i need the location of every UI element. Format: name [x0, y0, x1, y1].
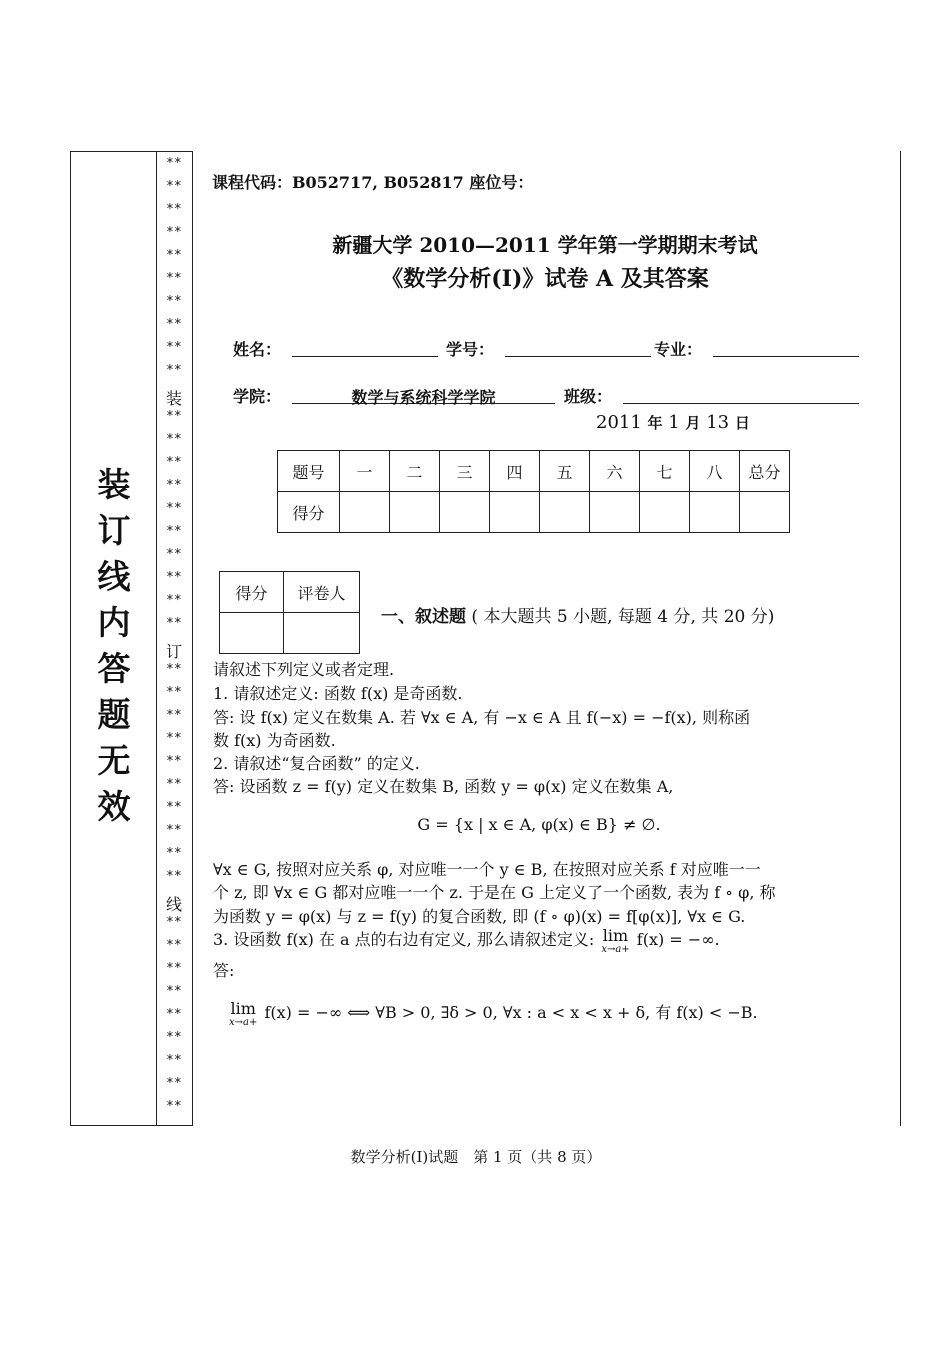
margin-star: **: [166, 685, 182, 700]
score-header-cell: 八: [690, 451, 740, 492]
margin-star: **: [166, 294, 182, 309]
margin-star: **: [166, 938, 182, 953]
margin-star: **: [166, 869, 182, 884]
margin-star: **: [166, 1099, 182, 1114]
answer-2-line-4: 为函数 y = φ(x) 与 z = f(y) 的复合函数, 即 (f ∘ φ)(x) = f[φ(x)], ∀x ∈ G.: [213, 907, 746, 926]
margin-star: **: [166, 754, 182, 769]
class-field[interactable]: [623, 385, 859, 404]
college-label: 学院：: [233, 387, 282, 406]
margin-star: **: [166, 478, 182, 493]
margin-star: **: [166, 432, 182, 447]
date-day-unit: 日: [734, 414, 750, 432]
exam-subtitle: 《数学分析(I)》试卷 A 及其答案: [381, 266, 709, 292]
section-note: ( 本大题共 5 小题, 每题 4 分, 共 20 分): [471, 607, 775, 627]
score-cell[interactable]: [690, 492, 740, 533]
major-field[interactable]: [713, 338, 859, 357]
limit-subscript: x→a+: [601, 944, 630, 955]
intro-text: 请叙述下列定义或者定理.: [213, 660, 395, 679]
margin-star: **: [166, 156, 182, 171]
warning-char: 装: [97, 465, 131, 504]
score-header-cell: 题号: [278, 451, 340, 492]
margin-star: **: [166, 616, 182, 631]
question-1: 1. 请叙述定义: 函数 f(x) 是奇函数.: [213, 684, 463, 703]
margin-star: **: [166, 340, 182, 355]
margin-star: **: [166, 1076, 182, 1091]
score-header-cell: 六: [590, 451, 640, 492]
margin-star: **: [166, 179, 182, 194]
margin-star: **: [166, 708, 182, 723]
answer-1-line-1: 答: 设 f(x) 定义在数集 A. 若 ∀x ∈ A, 有 −x ∈ A 且 f(−x) = −f(x), 则称函: [213, 708, 751, 727]
student-id-label: 学号：: [446, 340, 495, 359]
score-cell[interactable]: [540, 492, 590, 533]
limit-symbol: lim: [602, 926, 629, 945]
score-header-cell: 三: [440, 451, 490, 492]
warning-char: 无: [97, 741, 131, 780]
margin-marker-char: 装: [166, 389, 183, 408]
score-row-label: 得分: [278, 492, 340, 533]
date-month: 1: [668, 412, 680, 433]
date-month-unit: 月: [685, 414, 701, 432]
warning-char: 题: [97, 695, 131, 734]
grader-name-label: 评卷人: [284, 572, 360, 613]
college-field[interactable]: 数学与系统科学学院: [292, 385, 555, 404]
answer-2-line-1: 答: 设函数 z = f(y) 定义在数集 B, 函数 y = φ(x) 定义在数集 A,: [213, 777, 674, 796]
answer-3-equation: [229, 1000, 758, 1028]
score-cell[interactable]: [440, 492, 490, 533]
margin-star: **: [166, 409, 182, 424]
major-label: 专业：: [654, 340, 703, 359]
score-header-cell: 一: [340, 451, 390, 492]
margin-star: **: [166, 455, 182, 470]
answer-2-line-3: 个 z, 即 ∀x ∈ G 都对应唯一一个 z. 于是在 G 上定义了一个函数, 表为 f ∘ φ, 称: [213, 883, 776, 902]
limit-operator: [601, 927, 629, 955]
grader-table: [219, 571, 360, 654]
date-year-unit: 年: [647, 414, 663, 432]
section-heading: 一、叙述题: [381, 607, 466, 627]
limit-symbol: lim: [230, 999, 256, 1018]
margin-marker-char: 订: [166, 642, 183, 661]
margin-divider: [156, 151, 157, 1126]
student-id-field[interactable]: [505, 338, 651, 357]
score-cell[interactable]: [740, 492, 790, 533]
margin-star: **: [166, 1053, 182, 1068]
answer-2-line-2: ∀x ∈ G, 按照对应关系 φ, 对应唯一一个 y ∈ B, 在按照对应关系 f 对应唯一一: [213, 860, 761, 879]
margin-star: **: [166, 248, 182, 263]
grader-score-cell[interactable]: [220, 613, 284, 654]
answer-1-line-2: 数 f(x) 为奇函数.: [213, 731, 336, 750]
score-cell[interactable]: [590, 492, 640, 533]
margin-star: **: [166, 662, 182, 677]
margin-star: **: [166, 984, 182, 999]
grader-name-cell[interactable]: [284, 613, 360, 654]
score-cell[interactable]: [390, 492, 440, 533]
margin-star: **: [166, 961, 182, 976]
score-header-cell: 七: [640, 451, 690, 492]
margin-star: **: [166, 317, 182, 332]
score-cell[interactable]: [340, 492, 390, 533]
right-rule: [900, 151, 901, 1126]
date-year: 2011: [596, 412, 642, 433]
warning-char: 答: [97, 649, 131, 688]
score-header-cell: 四: [490, 451, 540, 492]
margin-star: **: [166, 823, 182, 838]
score-table-header-row: [278, 451, 790, 492]
margin-star: **: [166, 777, 182, 792]
warning-char: 效: [97, 787, 131, 826]
margin-star: **: [166, 1007, 182, 1022]
question-3-text: 3. 设函数 f(x) 在 a 点的右边有定义, 那么请叙述定义:: [213, 930, 595, 949]
warning-char: 线: [97, 557, 131, 596]
section-title: [381, 602, 774, 627]
warning-char: 订: [97, 511, 131, 550]
score-cell[interactable]: [490, 492, 540, 533]
warning-char: 内: [97, 603, 131, 642]
margin-star: **: [166, 363, 182, 378]
margin-marker-char: 线: [166, 895, 183, 914]
answer-3-definition: f(x) = −∞ ⟺ ∀B > 0, ∃δ > 0, ∀x : a < x < x + δ, 有 f(x) < −B.: [264, 1003, 758, 1022]
date-day: 13: [706, 412, 730, 433]
margin-star: **: [166, 225, 182, 240]
score-header-cell: 二: [390, 451, 440, 492]
name-field[interactable]: [292, 338, 438, 357]
question-3: [213, 927, 720, 955]
score-table-score-row: [278, 492, 790, 533]
grader-score-label: 得分: [220, 572, 284, 613]
margin-star: **: [166, 846, 182, 861]
answer-3-label: 答:: [213, 961, 235, 980]
score-table: [277, 450, 790, 533]
binding-warning: [92, 462, 136, 830]
margin-star: **: [166, 915, 182, 930]
class-label: 班级：: [564, 387, 613, 406]
margin-star: **: [166, 501, 182, 516]
score-header-cell: 总分: [740, 451, 790, 492]
question-2: 2. 请叙述“复合函数” 的定义.: [213, 754, 420, 773]
margin-star: **: [166, 731, 182, 746]
answer-2-equation: G = {x | x ∈ A, φ(x) ∈ B} ≠ ∅.: [417, 815, 661, 834]
limit-operator: [229, 1000, 257, 1028]
exam-date: [596, 412, 750, 433]
margin-star: **: [166, 524, 182, 539]
margin-star: **: [166, 570, 182, 585]
margin-star: **: [166, 202, 182, 217]
course-code: 课程代码：B052717, B052817 座位号：: [212, 173, 534, 192]
margin-star: **: [166, 593, 182, 608]
score-cell[interactable]: [640, 492, 690, 533]
page-footer: 数学分析(I)试题 第 1 页（共 8 页）: [350, 1148, 602, 1166]
margin-star: **: [166, 271, 182, 286]
question-3-limit-value: f(x) = −∞.: [636, 930, 720, 949]
margin-star: **: [166, 547, 182, 562]
score-header-cell: 五: [540, 451, 590, 492]
margin-star: **: [166, 800, 182, 815]
margin-star: **: [166, 1030, 182, 1045]
exam-title: 新疆大学 2010—2011 学年第一学期期末考试: [332, 233, 758, 257]
name-label: 姓名：: [233, 340, 282, 359]
limit-subscript: x→a+: [229, 1017, 258, 1028]
